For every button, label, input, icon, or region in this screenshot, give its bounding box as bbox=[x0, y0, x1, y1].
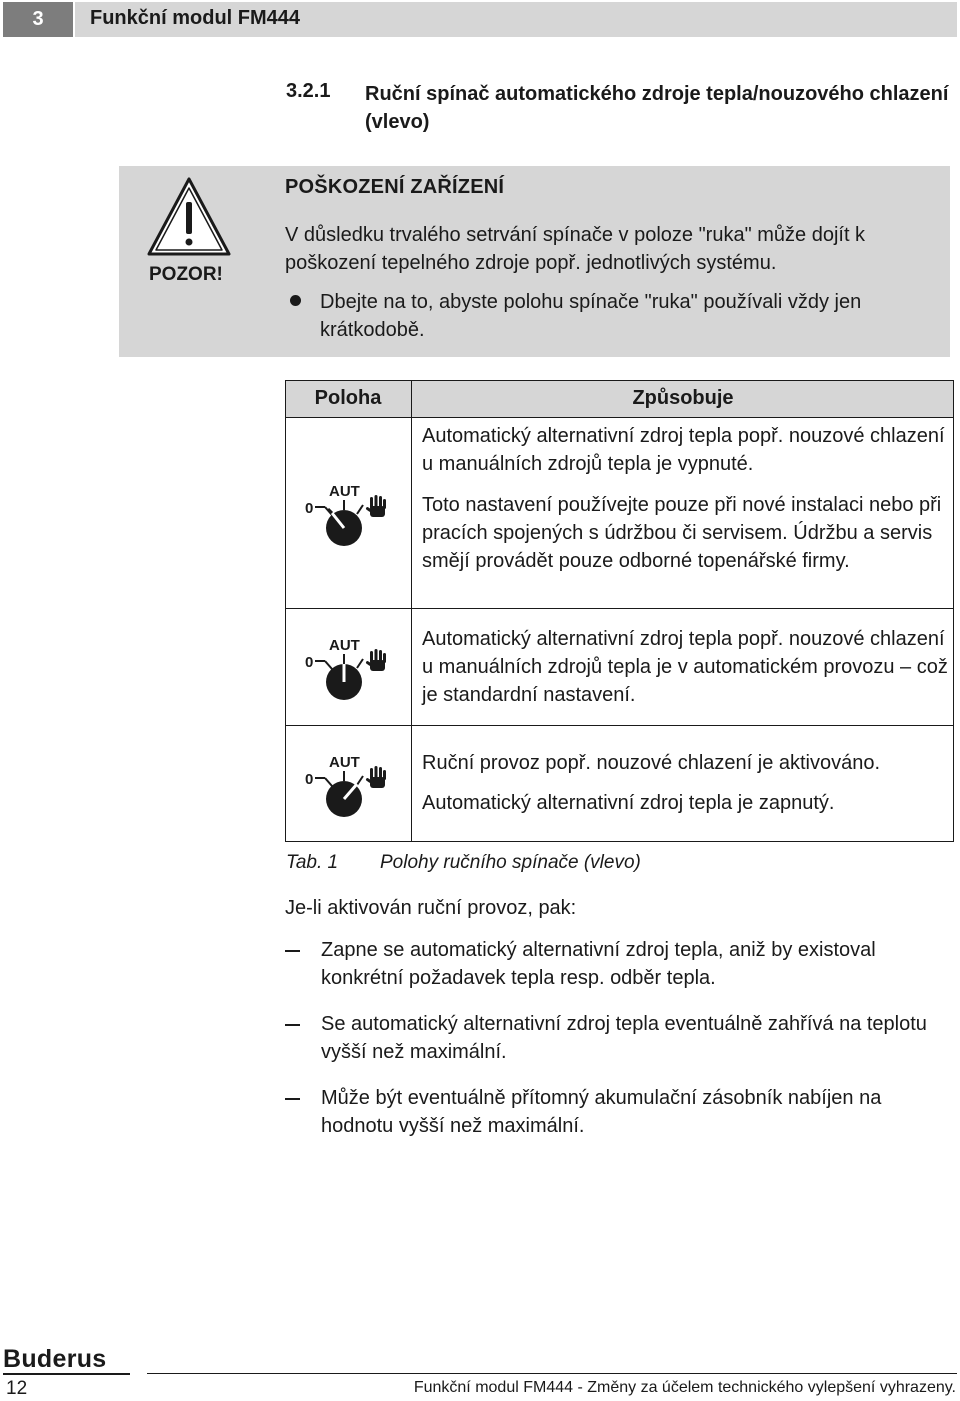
list-item: Se automatický alternativní zdroj tepla eventuálně zahřívá na teplotu vyšší než maximální. bbox=[321, 1013, 927, 1063]
switch-zero-label: 0 bbox=[305, 500, 314, 517]
table-caption-number: Tab. 1 bbox=[286, 852, 339, 873]
switch-aut-label: AUT bbox=[329, 483, 360, 500]
footer-text: Funkční modul FM444 - Změny za účelem technického vylepšení vyhrazeny. bbox=[413, 1379, 956, 1396]
table-border bbox=[953, 380, 954, 842]
table-border bbox=[285, 380, 286, 842]
table-border bbox=[285, 841, 954, 842]
warning-bullet-text: Dbejte na to, abyste polohu spínače "ruka" používali vždy jen krátkodobě. bbox=[320, 291, 862, 341]
hand-icon bbox=[365, 766, 386, 788]
warning-label: POZOR! bbox=[149, 264, 223, 285]
warning-heading: POŠKOZENÍ ZAŘÍZENÍ bbox=[285, 176, 505, 198]
row1-effect-text: Automatický alternativní zdroj tepla popř. nouzové chlazení u manuálních zdrojů tepla je vypnuté. bbox=[422, 425, 945, 475]
switch-knob-hand-icon bbox=[301, 751, 401, 821]
list-dash-icon bbox=[285, 1098, 300, 1100]
hand-icon bbox=[365, 649, 386, 671]
switch-aut-label: AUT bbox=[329, 754, 360, 771]
switch-aut-label: AUT bbox=[329, 637, 360, 654]
table-border bbox=[411, 380, 412, 842]
footer-divider bbox=[3, 1373, 130, 1375]
table-border bbox=[285, 380, 954, 381]
list-item: Může být eventuálně přítomný akumulační zásobník nabíjen na hodnotu vyšší než maximální. bbox=[321, 1087, 882, 1137]
switch-knob-off-icon bbox=[301, 480, 401, 550]
hand-icon bbox=[365, 495, 386, 517]
chapter-title: Funkční modul FM444 bbox=[90, 7, 301, 29]
chapter-number: 3 bbox=[3, 2, 73, 37]
switch-zero-label: 0 bbox=[305, 771, 314, 788]
row3-effect-text: Ruční provoz popř. nouzové chlazení je aktivováno. bbox=[422, 752, 881, 774]
table-header-position: Poloha bbox=[285, 380, 411, 417]
table-caption-text: Polohy ručního spínače (vlevo) bbox=[380, 852, 641, 873]
list-dash-icon bbox=[285, 950, 300, 952]
row3-note-text: Automatický alternativní zdroj tepla je zapnutý. bbox=[422, 792, 835, 814]
warning-body: V důsledku trvalého setrvání spínače v poloze "ruka" může dojít k poškození tepelného zdroje popř. jednotlivých systému. bbox=[285, 224, 866, 274]
intro-text: Je-li aktivován ruční provoz, pak: bbox=[285, 897, 577, 919]
row1-note-text: Toto nastavení používejte pouze při nové instalaci nebo při pracích spojených s údržbou či servisem. Údržbu a servis smějí provádět pouze odborné topenářské firmy. bbox=[422, 494, 942, 572]
table-border bbox=[285, 725, 954, 726]
list-dash-icon bbox=[285, 1024, 300, 1026]
switch-knob-aut-icon bbox=[301, 634, 401, 704]
switch-position-table bbox=[285, 380, 954, 842]
warning-triangle-icon bbox=[146, 176, 232, 258]
switch-zero-label: 0 bbox=[305, 654, 314, 671]
table-border bbox=[285, 417, 954, 418]
row2-effect-text: Automatický alternativní zdroj tepla popř. nouzové chlazení u manuálních zdrojů tepla je v automatickém provozu – což je standardní nastavení. bbox=[422, 628, 948, 706]
section-title: Ruční spínač automatického zdroje tepla/nouzového chlazení (vlevo) bbox=[365, 83, 949, 133]
bullet-dot-icon bbox=[290, 295, 301, 306]
list-item: Zapne se automatický alternativní zdroj tepla, aniž by existoval konkrétní požadavek tepla resp. odběr tepla. bbox=[321, 939, 876, 989]
page-number: 12 bbox=[6, 1378, 28, 1399]
table-border bbox=[285, 608, 954, 609]
section-number: 3.2.1 bbox=[286, 80, 331, 102]
brand-logo: Buderus bbox=[3, 1345, 107, 1373]
table-header-effect: Způsobuje bbox=[412, 380, 954, 417]
footer-divider bbox=[147, 1373, 957, 1374]
